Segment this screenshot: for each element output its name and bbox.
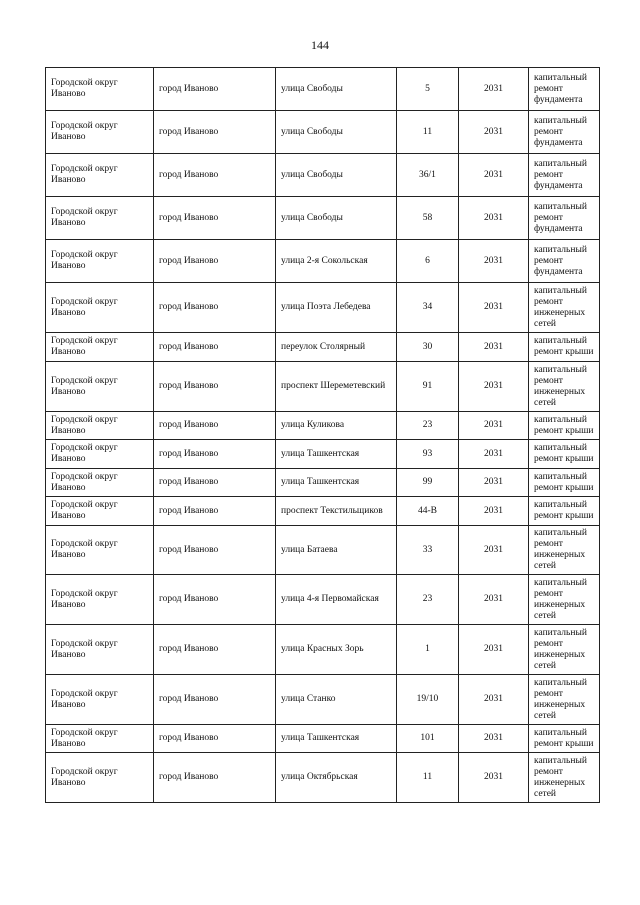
- table-row: [46, 526, 600, 575]
- district-cell: Городской округ Иваново: [46, 497, 154, 526]
- table-row: [46, 68, 600, 111]
- district-cell: Городской округ Иваново: [46, 197, 154, 240]
- city-cell: город Иваново: [154, 283, 276, 333]
- house-number-cell: 99: [397, 469, 459, 497]
- city-cell: город Иваново: [154, 197, 276, 240]
- city-cell: город Иваново: [154, 625, 276, 675]
- work-type-cell: капитальный ремонт крыши: [529, 725, 600, 753]
- district-cell: Городской округ Иваново: [46, 154, 154, 197]
- repair-schedule-table: [45, 67, 600, 803]
- work-type-cell: капитальный ремонт инженерных сетей: [529, 625, 600, 675]
- page-number: 144: [311, 38, 329, 52]
- work-type-cell: капитальный ремонт фундамента: [529, 111, 600, 154]
- district-cell: Городской округ Иваново: [46, 753, 154, 803]
- street-cell: улица Красных Зорь: [276, 625, 397, 675]
- street-cell: улица Батаева: [276, 526, 397, 575]
- district-cell: Городской округ Иваново: [46, 111, 154, 154]
- city-cell: город Иваново: [154, 362, 276, 412]
- year-cell: 2031: [459, 333, 529, 362]
- year-cell: 2031: [459, 240, 529, 283]
- house-number-cell: 23: [397, 575, 459, 625]
- work-type-cell: капитальный ремонт фундамента: [529, 154, 600, 197]
- year-cell: 2031: [459, 154, 529, 197]
- house-number-cell: 93: [397, 440, 459, 469]
- street-cell: улица Свободы: [276, 154, 397, 197]
- district-cell: Городской округ Иваново: [46, 526, 154, 575]
- year-cell: 2031: [459, 753, 529, 803]
- work-type-cell: капитальный ремонт крыши: [529, 412, 600, 440]
- house-number-cell: 44-В: [397, 497, 459, 526]
- house-number-cell: 91: [397, 362, 459, 412]
- year-cell: 2031: [459, 440, 529, 469]
- street-cell: улица 2-я Сокольская: [276, 240, 397, 283]
- house-number-cell: 23: [397, 412, 459, 440]
- street-cell: проспект Шереметевский: [276, 362, 397, 412]
- city-cell: город Иваново: [154, 68, 276, 111]
- table-row: [46, 111, 600, 154]
- street-cell: улица Свободы: [276, 111, 397, 154]
- year-cell: 2031: [459, 197, 529, 240]
- house-number-cell: 5: [397, 68, 459, 111]
- table-row: [46, 283, 600, 333]
- district-cell: Городской округ Иваново: [46, 675, 154, 725]
- house-number-cell: 1: [397, 625, 459, 675]
- year-cell: 2031: [459, 111, 529, 154]
- house-number-cell: 101: [397, 725, 459, 753]
- table-row: [46, 154, 600, 197]
- street-cell: улица Свободы: [276, 68, 397, 111]
- district-cell: Городской округ Иваново: [46, 625, 154, 675]
- year-cell: 2031: [459, 675, 529, 725]
- city-cell: город Иваново: [154, 412, 276, 440]
- city-cell: город Иваново: [154, 440, 276, 469]
- table-row: [46, 412, 600, 440]
- table-row: [46, 440, 600, 469]
- house-number-cell: 19/10: [397, 675, 459, 725]
- city-cell: город Иваново: [154, 154, 276, 197]
- year-cell: 2031: [459, 469, 529, 497]
- district-cell: Городской округ Иваново: [46, 240, 154, 283]
- city-cell: город Иваново: [154, 675, 276, 725]
- work-type-cell: капитальный ремонт крыши: [529, 440, 600, 469]
- house-number-cell: 36/1: [397, 154, 459, 197]
- table-body: [46, 68, 600, 803]
- street-cell: улица Поэта Лебедева: [276, 283, 397, 333]
- table-row: [46, 362, 600, 412]
- street-cell: улица Свободы: [276, 197, 397, 240]
- city-cell: город Иваново: [154, 725, 276, 753]
- table-row: [46, 625, 600, 675]
- street-cell: улица Ташкентская: [276, 725, 397, 753]
- year-cell: 2031: [459, 725, 529, 753]
- city-cell: город Иваново: [154, 575, 276, 625]
- house-number-cell: 6: [397, 240, 459, 283]
- work-type-cell: капитальный ремонт крыши: [529, 497, 600, 526]
- house-number-cell: 30: [397, 333, 459, 362]
- city-cell: город Иваново: [154, 469, 276, 497]
- year-cell: 2031: [459, 575, 529, 625]
- year-cell: 2031: [459, 283, 529, 333]
- district-cell: Городской округ Иваново: [46, 575, 154, 625]
- house-number-cell: 11: [397, 111, 459, 154]
- year-cell: 2031: [459, 362, 529, 412]
- street-cell: переулок Столярный: [276, 333, 397, 362]
- work-type-cell: капитальный ремонт фундамента: [529, 240, 600, 283]
- house-number-cell: 11: [397, 753, 459, 803]
- street-cell: улица Октябрьская: [276, 753, 397, 803]
- district-cell: Городской округ Иваново: [46, 440, 154, 469]
- district-cell: Городской округ Иваново: [46, 469, 154, 497]
- city-cell: город Иваново: [154, 753, 276, 803]
- work-type-cell: капитальный ремонт инженерных сетей: [529, 362, 600, 412]
- work-type-cell: капитальный ремонт фундамента: [529, 68, 600, 111]
- table-row: [46, 675, 600, 725]
- work-type-cell: капитальный ремонт крыши: [529, 469, 600, 497]
- city-cell: город Иваново: [154, 526, 276, 575]
- city-cell: город Иваново: [154, 497, 276, 526]
- work-type-cell: капитальный ремонт фундамента: [529, 197, 600, 240]
- street-cell: проспект Текстильщиков: [276, 497, 397, 526]
- house-number-cell: 34: [397, 283, 459, 333]
- district-cell: Городской округ Иваново: [46, 68, 154, 111]
- table-row: [46, 725, 600, 753]
- district-cell: Городской округ Иваново: [46, 725, 154, 753]
- district-cell: Городской округ Иваново: [46, 412, 154, 440]
- work-type-cell: капитальный ремонт инженерных сетей: [529, 675, 600, 725]
- district-cell: Городской округ Иваново: [46, 333, 154, 362]
- city-cell: город Иваново: [154, 240, 276, 283]
- street-cell: улица Ташкентская: [276, 469, 397, 497]
- table-row: [46, 469, 600, 497]
- street-cell: улица 4-я Первомайская: [276, 575, 397, 625]
- district-cell: Городской округ Иваново: [46, 362, 154, 412]
- table-row: [46, 753, 600, 803]
- year-cell: 2031: [459, 68, 529, 111]
- year-cell: 2031: [459, 625, 529, 675]
- work-type-cell: капитальный ремонт инженерных сетей: [529, 526, 600, 575]
- work-type-cell: капитальный ремонт инженерных сетей: [529, 575, 600, 625]
- year-cell: 2031: [459, 526, 529, 575]
- house-number-cell: 58: [397, 197, 459, 240]
- table-row: [46, 197, 600, 240]
- table-row: [46, 497, 600, 526]
- district-cell: Городской округ Иваново: [46, 283, 154, 333]
- year-cell: 2031: [459, 497, 529, 526]
- city-cell: город Иваново: [154, 111, 276, 154]
- table-row: [46, 333, 600, 362]
- street-cell: улица Ташкентская: [276, 440, 397, 469]
- year-cell: 2031: [459, 412, 529, 440]
- table-row: [46, 240, 600, 283]
- street-cell: улица Куликова: [276, 412, 397, 440]
- street-cell: улица Станко: [276, 675, 397, 725]
- table-row: [46, 575, 600, 625]
- city-cell: город Иваново: [154, 333, 276, 362]
- house-number-cell: 33: [397, 526, 459, 575]
- work-type-cell: капитальный ремонт инженерных сетей: [529, 283, 600, 333]
- work-type-cell: капитальный ремонт крыши: [529, 333, 600, 362]
- work-type-cell: капитальный ремонт инженерных сетей: [529, 753, 600, 803]
